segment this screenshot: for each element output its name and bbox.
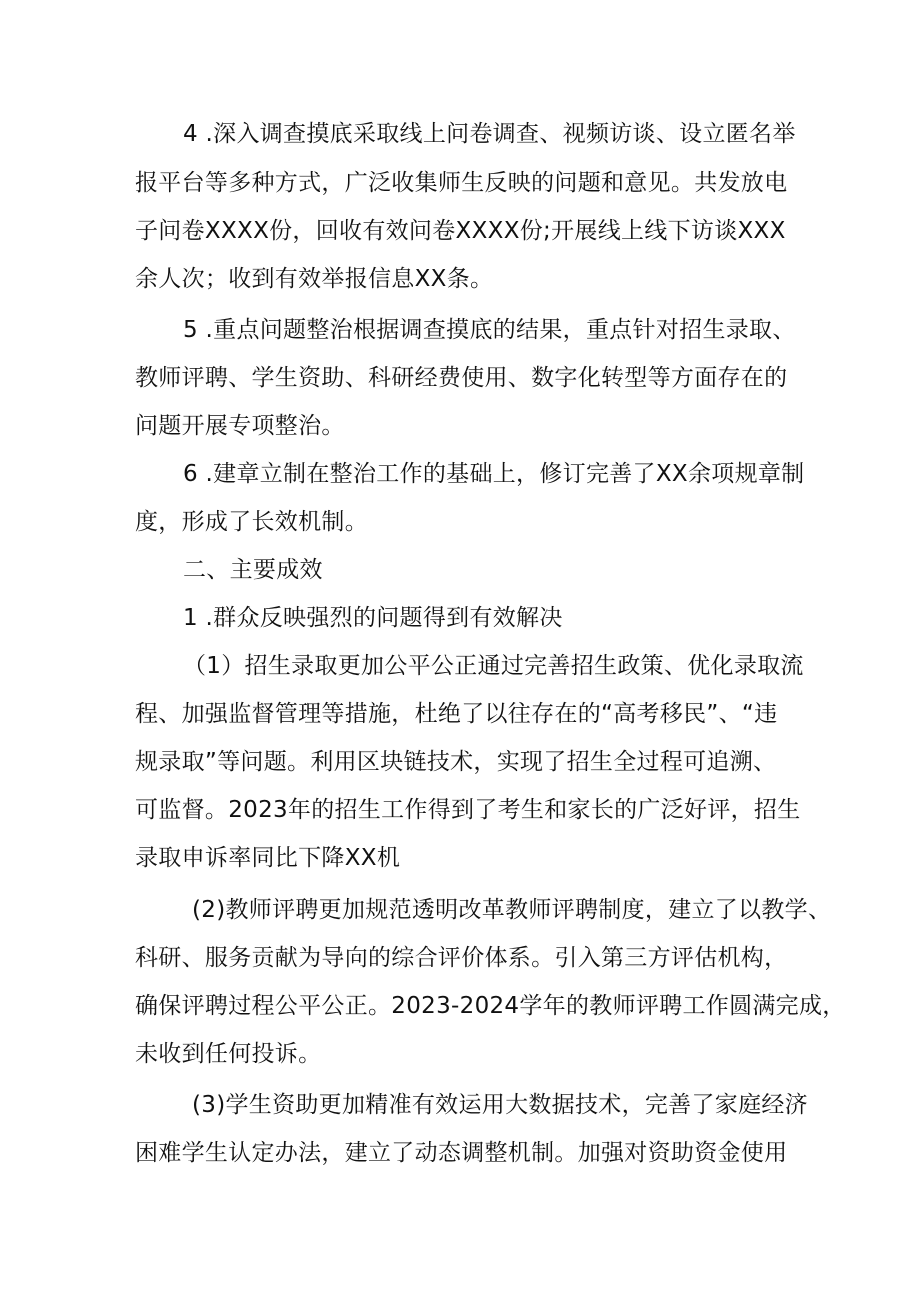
- paragraph-4-line-4: 余人次；收到有效举报信息XX条。: [135, 266, 494, 292]
- paragraph-5-line-3: 问题开展专项整治。: [135, 413, 345, 439]
- item-1-line-2: 程、加强监督管理等措施，杜绝了以往存在的“高考移民”、“违: [135, 701, 778, 727]
- item-2-line-3: 确保评聘过程公平公正。2023-2024学年的教师评聘工作圆满完成，: [135, 993, 846, 1019]
- item-2-line-4: 未收到任何投诉。: [135, 1041, 322, 1067]
- item-2-line-2: 科研、服务贡献为导向的综合评价体系。引入第三方评估机构，: [135, 945, 788, 971]
- paragraph-5-line-2: 教师评聘、学生资助、科研经费使用、数字化转型等方面存在的: [135, 365, 788, 391]
- item-1-line-3: 规录取”等问题。利用区块链技术，实现了招生全过程可追溯、: [135, 749, 777, 775]
- paragraph-4-line-2: 报平台等多种方式，广泛收集师生反映的问题和意见。共发放电: [135, 170, 788, 196]
- item-1-line-4: 可监督。2023年的招生工作得到了考生和家长的广泛好评，招生: [135, 797, 801, 823]
- section-heading: 二、主要成效: [183, 557, 323, 583]
- item-2-line-1: (2)教师评聘更加规范透明改革教师评聘制度，建立了以教学、: [192, 897, 832, 923]
- item-1-line-5: 录取申诉率同比下降XX机: [135, 845, 401, 871]
- paragraph-5-line-1: 5 .重点问题整治根据调查摸底的结果，重点针对招生录取、: [183, 317, 796, 343]
- item-3-line-2: 困难学生认定办法，建立了动态调整机制。加强对资助资金使用: [135, 1140, 788, 1166]
- paragraph-6-line-1: 6 .建章立制在整治工作的基础上，修订完善了XX余项规章制: [183, 461, 805, 487]
- item-3-line-1: (3)学生资助更加精准有效运用大数据技术，完善了家庭经济: [192, 1092, 808, 1118]
- item-1-line-1: （1）招生录取更加公平公正通过完善招生政策、优化录取流: [183, 653, 804, 679]
- paragraph-6-line-2: 度，形成了长效机制。: [135, 509, 368, 535]
- paragraph-4-line-3: 子问卷XXXX份，回收有效问卷XXXX份;开展线上线下访谈XXX: [135, 218, 786, 244]
- paragraph-4-line-1: 4 .深入调查摸底采取线上问卷调查、视频访谈、设立匿名举: [183, 121, 796, 147]
- subsection-1-heading: 1 .群众反映强烈的问题得到有效解决: [183, 605, 563, 631]
